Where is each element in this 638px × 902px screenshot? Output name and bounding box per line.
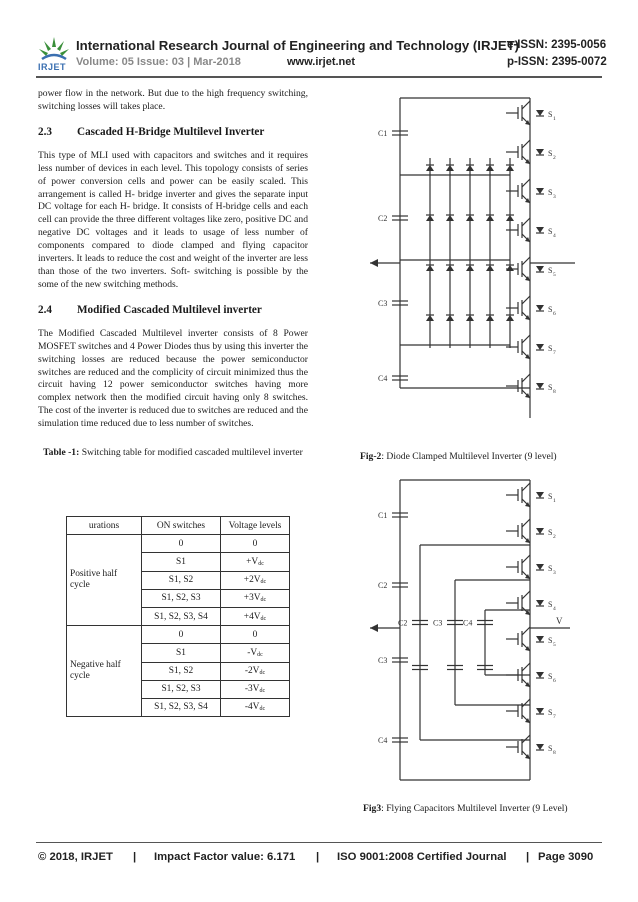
diode-icon [536, 344, 544, 350]
switch-label: S [548, 305, 553, 314]
flying-capacitor-label: C4 [463, 618, 473, 628]
switch-label: S [548, 344, 553, 353]
clamp-diode-icon [446, 165, 454, 171]
capacitor-c2-label: C2 [378, 214, 388, 223]
switch-label-sub: 5 [553, 642, 556, 648]
switch-s4 [522, 591, 530, 599]
switch-label: S [548, 492, 553, 501]
diode-icon [536, 110, 544, 116]
table-cell-voltage: 0 [221, 535, 290, 553]
diode-icon [536, 188, 544, 194]
switch-s3 [522, 179, 530, 187]
diode-icon [536, 708, 544, 714]
switching-table [66, 516, 290, 717]
switch-s4 [522, 218, 530, 226]
clamp-diode-icon [506, 165, 514, 171]
section-heading-2-4: 2.4 Modified Cascaded Multilevel inverter [38, 303, 262, 316]
clamp-diode-icon [446, 315, 454, 321]
table-caption: Table -1: Switching table for modified cascaded multilevel inverter [43, 447, 303, 459]
e-issn: e-ISSN: 2395-0056 [507, 39, 607, 51]
switch-s5 [522, 627, 530, 635]
clamp-diode-icon [466, 215, 474, 221]
footer-divider [36, 842, 602, 843]
clamp-diode-icon [486, 165, 494, 171]
website-link[interactable]: www.irjet.net [287, 56, 356, 68]
table-cell-switches: S1, S2, S3, S4 [142, 607, 221, 625]
fig2-caption: Fig-2: Diode Clamped Multilevel Inverter (9 level) [360, 451, 557, 462]
switch-label: S [548, 744, 553, 753]
table-cell-voltage: $-V_{dc}$ [221, 644, 290, 662]
switch-s2 [522, 140, 530, 148]
table-body [67, 535, 290, 717]
diode-clamped-circuit-diagram [360, 88, 580, 440]
switch-s1 [522, 483, 530, 491]
switch-label-sub: 1 [553, 498, 556, 504]
diode-icon [536, 564, 544, 570]
clamp-diode-icon [426, 165, 434, 171]
section-2-3-paragraph: This type of MLI used with capacitors and switches and it requires less number of devices in each level. This topology consists of series of power conversion cells and power can be easily scaled. This arrangement is called H- bridge inverter and gives the separate input DC voltage for each H- bridge. It consists of H-bridge cells and each cell can provide the three different voltages like zero, positive DC and negative DC voltages and it leads to usage of less number of components compared to diode clamped and flying capacitor inverters. It leads to reduce the cost and weight of the inverter are less than those of the two inverters. Soft- switching is possible by the some of the new switching methods. [38, 149, 308, 290]
clamp-diode-icon [486, 215, 494, 221]
table-cell-voltage: $+3V_{dc}$ [221, 589, 290, 607]
capacitor-c4-label: C4 [378, 736, 388, 745]
switch-label-sub: 2 [553, 534, 556, 540]
switch-s3 [522, 555, 530, 563]
p-issn: p-ISSN: 2395-0072 [507, 56, 607, 68]
journal-title: International Research Journal of Engineering and Technology (IRJET) [76, 38, 520, 53]
diode-icon [536, 227, 544, 233]
diode-icon [536, 492, 544, 498]
switch-label-sub: 8 [553, 389, 556, 395]
clamp-diode-icon [446, 265, 454, 271]
switch-label: S [548, 708, 553, 717]
switch-s5 [522, 257, 530, 265]
footer-sep-1: | [133, 851, 137, 863]
table-cell-voltage: $-4V_{dc}$ [221, 698, 290, 716]
switch-label-sub: 4 [553, 606, 556, 612]
switch-label: S [548, 188, 553, 197]
switch-label: S [548, 110, 553, 119]
clamp-diode-icon [466, 165, 474, 171]
output-arrow-icon [370, 624, 378, 632]
clamp-diode-icon [506, 215, 514, 221]
table-header-row: urations ON switches Voltage levels [67, 517, 290, 535]
section-heading-2-3: 2.3 Cascaded H-Bridge Multilevel Inverter [38, 125, 265, 138]
switch-label-sub: 3 [553, 194, 556, 200]
capacitor-c2-label: C2 [378, 581, 388, 590]
switch-label-sub: 7 [553, 714, 556, 720]
clamp-diode-icon [486, 315, 494, 321]
switch-s6 [522, 296, 530, 304]
table-cell-switches: 0 [142, 626, 221, 644]
switch-label-sub: 3 [553, 570, 556, 576]
footer-sep-2: | [316, 851, 320, 863]
switch-label-sub: 6 [553, 678, 556, 684]
clamp-diode-icon [446, 215, 454, 221]
diode-icon [536, 744, 544, 750]
switch-s8 [522, 374, 530, 382]
switch-label: S [548, 672, 553, 681]
table-cell-voltage: $-3V_{dc}$ [221, 680, 290, 698]
switch-s6 [522, 663, 530, 671]
switch-s8 [522, 735, 530, 743]
table-cell-switches: 0 [142, 535, 221, 553]
footer-impact-factor: Impact Factor value: 6.171 [154, 851, 296, 863]
diode-icon [536, 528, 544, 534]
table-cell-switches: S1, S2, S3 [142, 589, 221, 607]
clamp-diode-icon [506, 315, 514, 321]
table-group-label: Positive half cycle [67, 535, 142, 626]
diode-icon [536, 266, 544, 272]
diode-icon [536, 149, 544, 155]
switch-label-sub: 5 [553, 272, 556, 278]
footer-sep-3: | [526, 851, 530, 863]
capacitor-c3-label: C3 [378, 656, 388, 665]
table-group-label: Negative half cycle [67, 626, 142, 717]
flying-capacitor-label: C2 [398, 618, 408, 628]
diode-icon [536, 636, 544, 642]
footer-copyright: © 2018, IRJET [38, 851, 113, 863]
footer-page-number: Page 3090 [538, 851, 594, 863]
table-cell-switches: S1 [142, 644, 221, 662]
fig3-caption: Fig3: Flying Capacitors Multilevel Inverter (9 Level) [363, 803, 568, 814]
switch-label: S [548, 528, 553, 537]
diode-icon [536, 672, 544, 678]
flying-capacitor-label: C3 [433, 618, 443, 628]
switch-label: S [548, 227, 553, 236]
diode-icon [536, 600, 544, 606]
volume-info: Volume: 05 Issue: 03 | Mar-2018 [76, 56, 241, 68]
table-cell-switches: S1 [142, 553, 221, 571]
switch-label: S [548, 636, 553, 645]
table-cell-voltage: $+V_{dc}$ [221, 553, 290, 571]
switch-label: S [548, 564, 553, 573]
logo-text: IRJET [38, 62, 67, 72]
table-row [67, 626, 290, 644]
clamp-diode-icon [426, 265, 434, 271]
capacitor-c1-label: C1 [378, 129, 388, 138]
table-cell-switches: S1, S2 [142, 662, 221, 680]
switch-label-sub: 8 [553, 750, 556, 756]
clamp-diode-icon [506, 265, 514, 271]
table-cell-voltage: $+2V_{dc}$ [221, 571, 290, 589]
table-cell-voltage: 0 [221, 626, 290, 644]
switch-label: S [548, 149, 553, 158]
clamp-diode-icon [486, 265, 494, 271]
table-cell-switches: S1, S2, S3 [142, 680, 221, 698]
output-arrow-icon [370, 259, 378, 267]
clamp-diode-icon [466, 265, 474, 271]
capacitor-c1-label: C1 [378, 511, 388, 520]
flying-capacitor-circuit-diagram [360, 470, 580, 790]
clamp-diode-icon [466, 315, 474, 321]
switch-s7 [522, 699, 530, 707]
left-column [38, 88, 308, 460]
table-cell-voltage: $-2V_{dc}$ [221, 662, 290, 680]
switch-s7 [522, 335, 530, 343]
switch-label-sub: 6 [553, 311, 556, 317]
table-cell-switches: S1, S2 [142, 571, 221, 589]
diode-icon [536, 383, 544, 389]
table-cell-switches: S1, S2, S3, S4 [142, 698, 221, 716]
clamp-diode-icon [426, 215, 434, 221]
diode-icon [536, 305, 544, 311]
switch-s2 [522, 519, 530, 527]
clamp-diode-icon [426, 315, 434, 321]
capacitor-c4-label: C4 [378, 374, 388, 383]
switch-label: S [548, 600, 553, 609]
switch-label-sub: 7 [553, 350, 556, 356]
footer-iso: ISO 9001:2008 Certified Journal [337, 851, 507, 863]
capacitor-c3-label: C3 [378, 299, 388, 308]
header-divider [36, 76, 602, 78]
table-row [67, 535, 290, 553]
intro-paragraph: power flow in the network. But due to the high frequency switching, switching losses will takes place. [38, 88, 308, 112]
switch-label-sub: 2 [553, 155, 556, 161]
table-cell-voltage: $+4V_{dc}$ [221, 607, 290, 625]
switch-s1 [522, 101, 530, 109]
switch-label-sub: 4 [553, 233, 556, 239]
switch-label: S [548, 266, 553, 275]
section-2-4-paragraph: The Modified Cascaded Multilevel inverter consists of 8 Power MOSFET switches and 4 Power Diodes thus by using this inverter the switching losses are reduced because the power semiconductor switches are reduced and the complicity of circuit minimized thus the circuit having 12 power semiconductor switches having more complex network then the modified circuit having only 8 switches. The cost of the inverter is reduced due to switches are reduced and the simulation time reduced due to less number of switches. [38, 327, 308, 430]
output-voltage-label: V [556, 616, 563, 626]
switch-label: S [548, 383, 553, 392]
switch-label-sub: 1 [553, 116, 556, 122]
